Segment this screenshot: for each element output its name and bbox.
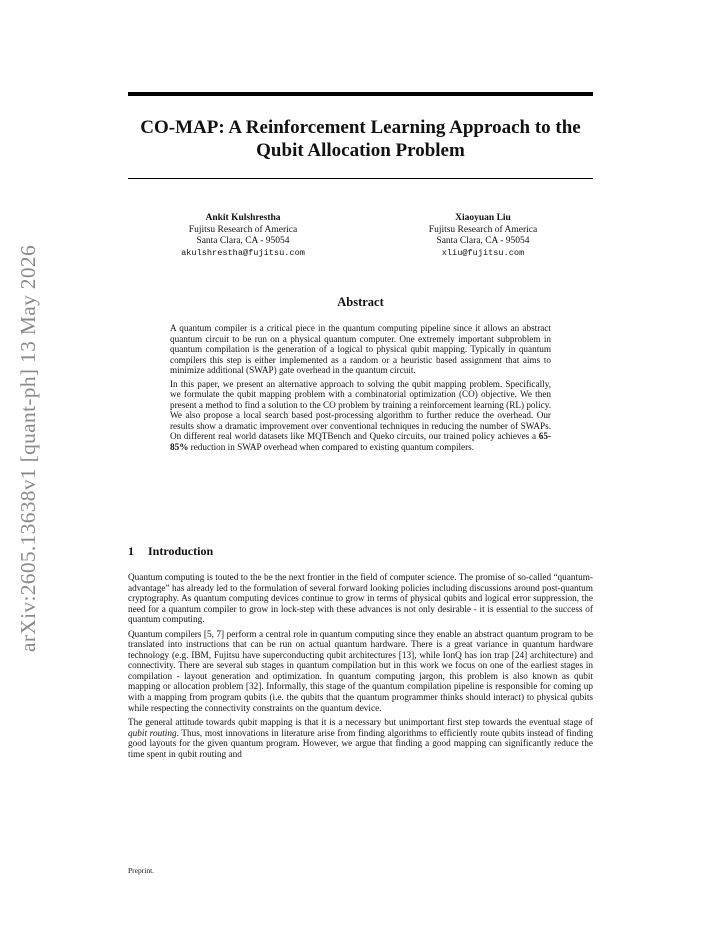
abstract-text: In this paper, we present an alternative approach to solving the qubit mapping problem. Specifically, we formulate the qubit mapping problem with a combinatorial optimization (CO) objective. We then present a method to find a solution to the CO problem by training a reinforcement learning (RL) policy. We also propose a local search based post-processing algorithm to further reduce the overhead. Our results show a dramatic improvement over conventional techniques in reducing the number of SWAPs. On different real world datasets like MQTBench and Queko circuits, our trained policy achieves a — [170, 378, 551, 442]
author-affiliation: Fujitsu Research of America — [428, 224, 538, 235]
title-rule-bottom — [128, 178, 593, 179]
author-location: Santa Clara, CA - 95054 — [436, 236, 530, 246]
author-email[interactable]: akulshrestha@fujitsu.com — [181, 247, 305, 258]
abstract-text: reduction in SWAP overhead when compared to existing quantum compilers. — [188, 442, 475, 453]
author-affiliation: Fujitsu Research of America — [188, 224, 298, 235]
abstract-paragraph: A quantum compiler is a critical piece in the quantum computing pipeline since it allows an abstract quantum circuit to be run on a physical quantum computer. One extremely important subproblem in quantum compilation is the generation of a logical to physical qubit mapping. Typically in quantum compilers this step is either implemented as a random or a heuristic based assignment that aims to minimize additional (SWAP) gate overhead in the quantum circuit. — [170, 323, 551, 376]
author-email[interactable]: xliu@fujitsu.com — [441, 247, 525, 258]
abstract-body — [170, 323, 551, 456]
section-heading — [128, 544, 213, 559]
body-text: The general attitude towards qubit mapping is that it is a necessary but unimportant first step towards the eventual stage of — [128, 718, 593, 729]
abstract-heading: Abstract — [337, 295, 384, 309]
body-paragraph: Quantum compilers [5, 7] perform a central role in quantum computing since they enable an abstract quantum program to be translated into instructions that can be run on actual quantum hardware. There is a great variance in quantum hardware technology (e.g. IBM, Fujitsu have superconducting qubit architectures [13], while IonQ has ion trap [24] architecture) and connectivity. There are several sub stages in quantum compilation but in this work we focus on one of the earliest stages in compilation - layout generation and optimization. In quantum computing jargon, this problem is also known as qubit mapping or allocation problem [32]. Informally, this stage of the quantum compilation pipeline is responsible for coming up with a mapping from program qubits (i.e. the qubits that the quantum programmer thinks should interact) to physical qubits while respecting the connectivity constraints on the quantum device. — [128, 629, 593, 714]
intro-body — [128, 573, 593, 764]
arxiv-stamp-text: arXiv:2605.13638v1 [quant-ph] 13 May 2026 — [15, 244, 40, 652]
paper-title: CO-MAP: A Reinforcement Learning Approach to the Qubit Allocation Problem — [140, 117, 581, 161]
arxiv-stamp — [6, 158, 50, 738]
section-number: 1 — [128, 544, 134, 558]
body-paragraph — [128, 718, 593, 760]
title-rule-top — [128, 92, 593, 96]
body-text: . Thus, most innovations in literature arise from finding algorithms to efficiently route qubits instead of finding good layouts for the given quantum program. However, we argue that finding a good mapping can significantly reduce the time spent in qubit routing and — [128, 728, 593, 760]
body-emphasis: qubit routing — [128, 728, 177, 739]
author-name: Ankit Kulshrestha — [205, 213, 281, 223]
abstract-paragraph — [170, 379, 551, 453]
author-block-2 — [378, 213, 588, 259]
abstract-highlight: 65-85% — [170, 431, 551, 453]
preprint-footer: Preprint. — [128, 866, 155, 875]
author-block-1 — [138, 213, 348, 259]
body-paragraph: Quantum computing is touted to the be the next frontier in the field of computer science. The promise of so-called “quantum-advantage” has already led to the formulation of several forward looking policies including discussions around post-quantum cryptography. As quantum computing devices continue to grow in terms of physical qubits and logical error suppression, the need for a quantum compiler to grow in lock-step with these advances is not only desirable - it is essential to the success of quantum computing. — [128, 573, 593, 626]
author-name: Xiaoyuan Liu — [455, 213, 511, 223]
author-location: Santa Clara, CA - 95054 — [196, 236, 290, 246]
section-title: Introduction — [148, 544, 214, 558]
